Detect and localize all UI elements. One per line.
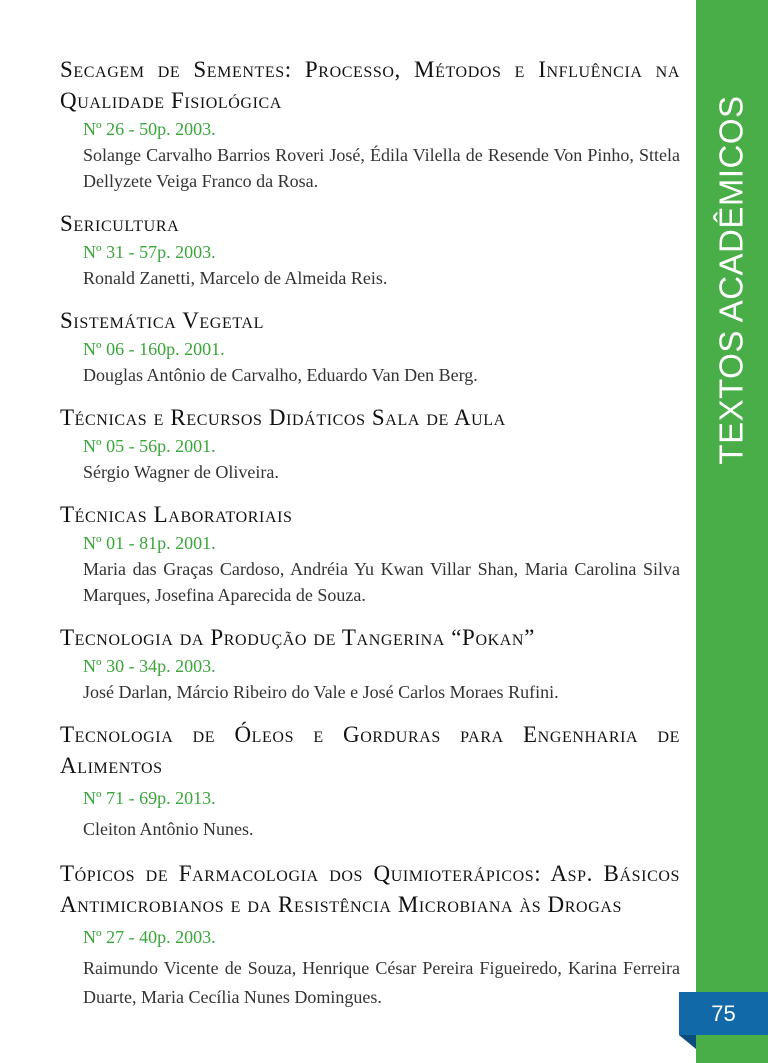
entry-title: Sericultura xyxy=(60,211,180,236)
sidebar-title-text: TEXTOS ACADÊMICOS xyxy=(713,95,751,465)
entry-meta: Nº 05 - 56p. 2001. xyxy=(83,436,216,456)
entry-title: Técnicas Laboratoriais xyxy=(60,502,293,527)
entry-authors: José Darlan, Márcio Ribeiro do Vale e José Carlos Moraes Rufini. xyxy=(83,682,559,702)
sidebar-section-title xyxy=(696,0,768,465)
catalog-entry xyxy=(60,54,680,194)
catalog-entry xyxy=(60,858,680,1012)
entry-authors: Douglas Antônio de Carvalho, Eduardo Van Den Berg. xyxy=(83,365,478,385)
catalog-entry xyxy=(60,208,680,291)
entry-meta: Nº 01 - 81p. 2001. xyxy=(83,533,216,553)
catalog-entry xyxy=(60,622,680,705)
entry-title: Tecnologia da Produção de Tangerina “Pokan” xyxy=(60,625,535,650)
entry-meta: Nº 27 - 40p. 2003. xyxy=(83,927,216,947)
entry-authors: Cleiton Antônio Nunes. xyxy=(83,819,254,839)
entry-authors: Sérgio Wagner de Oliveira. xyxy=(83,462,279,482)
entry-meta: Nº 26 - 50p. 2003. xyxy=(83,119,216,139)
entry-meta: Nº 31 - 57p. 2003. xyxy=(83,242,216,262)
entry-authors: Raimundo Vicente de Souza, Henrique César Pereira Figueiredo, Karina Ferreira Duarte, Maria Cecília Nunes Domingues. xyxy=(83,958,680,1007)
entry-title: Tecnologia de Óleos e Gorduras para Engenharia de Alimentos xyxy=(60,722,680,778)
entry-authors: Solange Carvalho Barrios Roveri José, Édila Vilella de Resende Von Pinho, Sttela Dellyzete Veiga Franco da Rosa. xyxy=(83,145,680,191)
entry-title: Técnicas e Recursos Didáticos Sala de Aula xyxy=(60,405,506,430)
catalog-entry xyxy=(60,305,680,388)
entry-meta: Nº 30 - 34p. 2003. xyxy=(83,656,216,676)
entry-authors: Ronald Zanetti, Marcelo de Almeida Reis. xyxy=(83,268,388,288)
catalog-entry xyxy=(60,402,680,485)
catalog-list xyxy=(60,54,680,1026)
entry-meta: Nº 06 - 160p. 2001. xyxy=(83,339,225,359)
entry-title: Tópicos de Farmacologia dos Quimioterápicos: Asp. Básicos Antimicrobianos e da Resistência Microbiana às Drogas xyxy=(60,861,680,917)
entry-authors: Maria das Graças Cardoso, Andréia Yu Kwan Villar Shan, Maria Carolina Silva Marques, Josefina Aparecida de Souza. xyxy=(83,559,680,605)
page-number: 75 xyxy=(711,1000,736,1026)
catalog-entry xyxy=(60,499,680,608)
entry-title: Secagem de Sementes: Processo, Métodos e Influência na Qualidade Fisiológica xyxy=(60,57,680,113)
page-number-badge xyxy=(679,992,768,1035)
page-badge-fold xyxy=(679,1035,696,1049)
entry-title: Sistemática Vegetal xyxy=(60,308,264,333)
entry-meta: Nº 71 - 69p. 2013. xyxy=(83,788,216,808)
catalog-entry xyxy=(60,719,680,844)
